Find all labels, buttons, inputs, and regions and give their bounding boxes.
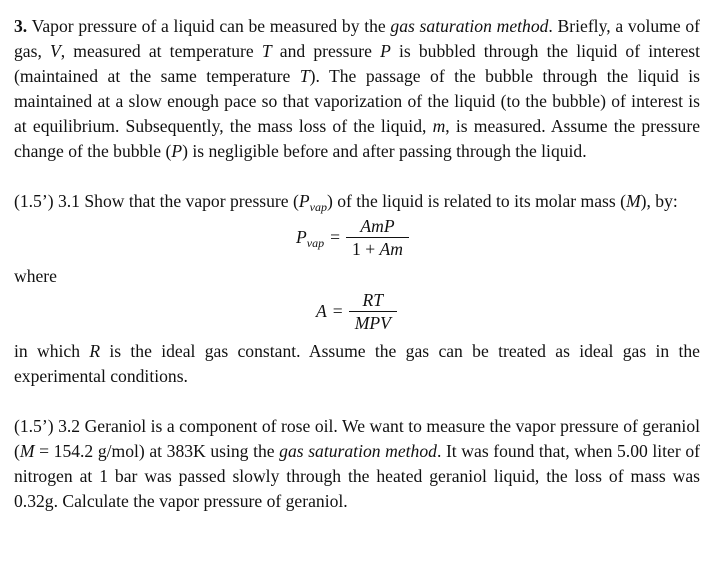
part-3-1-text: (1.5’) 3.1 Show that the vapor pressure $(P_{vap})$ of the liquid is related to its molar mass (M), by: bbox=[14, 191, 678, 214]
part-3-1-note: in which R is the ideal gas constant. Assume the gas can be treated as ideal gas in the experimental conditions. bbox=[14, 341, 700, 386]
where-label: where bbox=[14, 266, 57, 286]
problem-intro: 3. Vapor pressure of a liquid can be measured by the gas saturation method. Briefly, a volume of gas, V, measured at temperature T and pressure P is bubbled through the liquid of interest (maintained at the same temperature T). The passage of the bubble through the liquid is maintained at a slow enough pace so that vaporization of the liquid (to the bubble) of interest is at equilibrium. Subsequently, the mass loss of the liquid, m, is measured. Assume the pressure change of the bubble (P) is negligible before and after passing through the liquid. bbox=[14, 16, 700, 161]
fraction-a: $\frac{RT}{\text{MPV}}$ bbox=[349, 289, 397, 334]
problem-number: 3. bbox=[14, 16, 28, 36]
fraction-pvap: $\frac{\text{AmP}}{1 + Am}$ bbox=[346, 215, 409, 260]
part-3-2-points: (1.5’) 3.2 bbox=[14, 416, 81, 436]
part-3-2-text: (1.5’) 3.2 Geraniol is a component of rose oil. We want to measure the vapor pressure of geraniol (M = 154.2 g/mol) at 383K using the gas saturation method. It was found that, when 5.00 liter of nitrogen at 1 bar was passed slowly through the heated geraniol liquid, the loss of mass was 0.32g. Calculate the vapor pressure of geraniol. bbox=[14, 416, 701, 511]
equation-pvap: $P_{vap}$ = $\frac{\text{AmP}}{1 + Am}$ bbox=[14, 214, 700, 264]
equation-a: A = $\frac{RT}{\text{MPV}}$ bbox=[14, 289, 700, 339]
problem-page bbox=[14, 14, 700, 514]
part-3-1-points: (1.5’) 3.1 bbox=[14, 191, 80, 211]
